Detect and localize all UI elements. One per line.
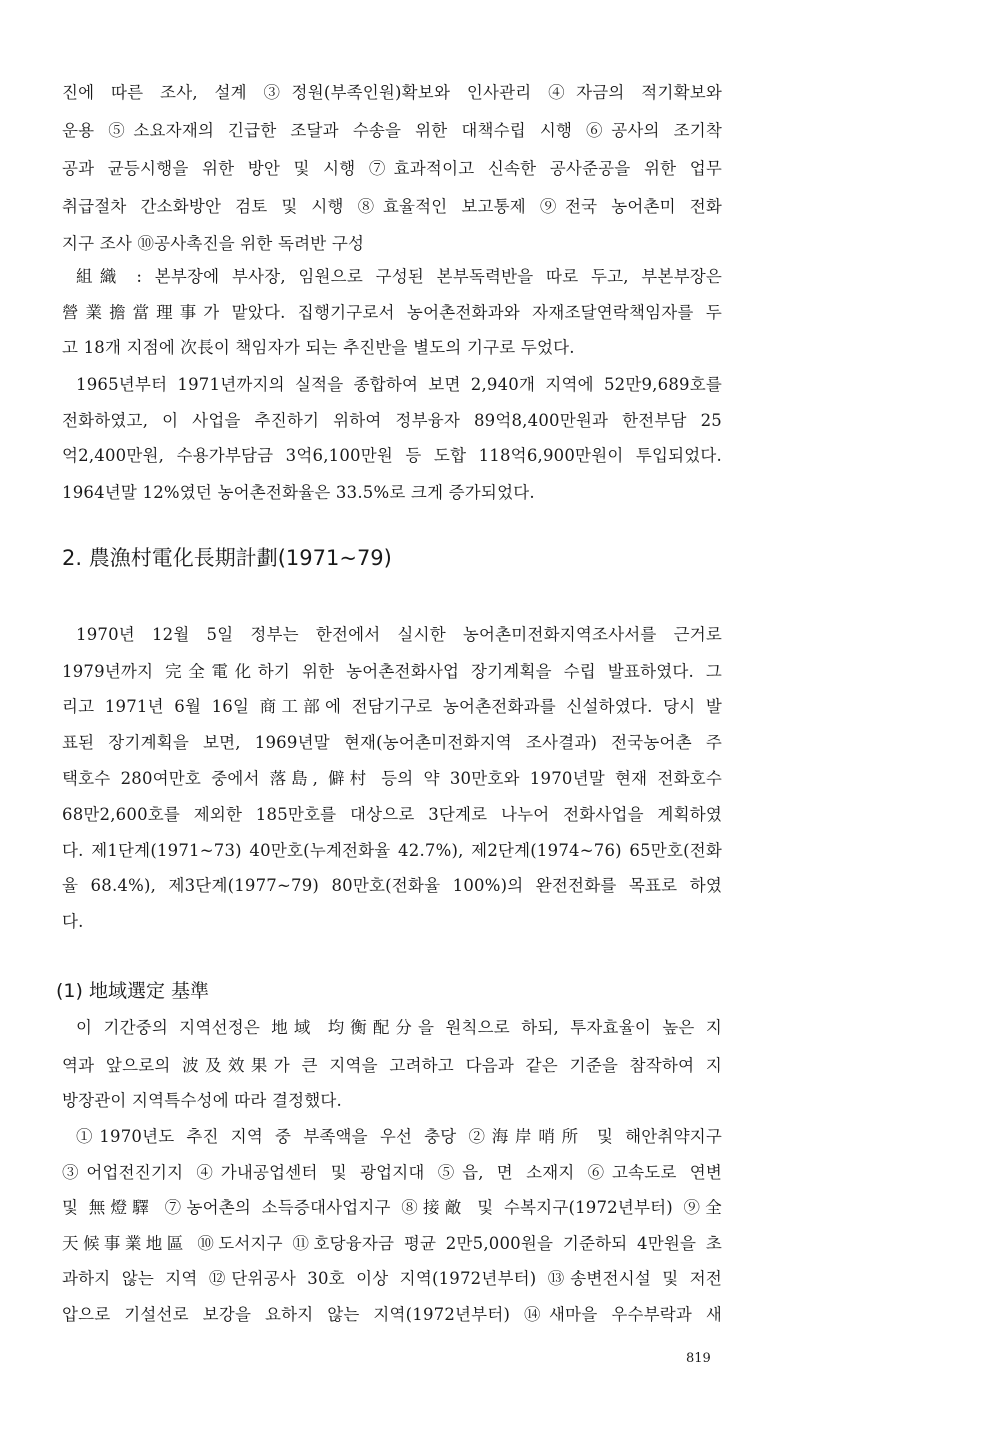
text-line: 취급절차 간소화방안 검토 및 시행 ⑧효율적인 보고통제 ⑨전국 농어촌미 전화 <box>62 197 722 216</box>
text-line: 및 無燈驛 ⑦농어촌의 소득증대사업지구 ⑧接敵 및 수복지구(1972년부터) ⑨全 <box>62 1198 722 1217</box>
text-line: 68만2,600호를 제외한 185만호를 대상으로 3단계로 나누어 전화사업을 계획하였 <box>62 805 722 824</box>
text-line: 진에 따른 조사, 설계 ③정원(부족인원)확보와 인사관리 ④자금의 적기확보와 <box>62 83 722 102</box>
text-line: ③어업전진기지 ④가내공업센터 및 광업지대 ⑤읍, 면 소재지 ⑥고속도로 연변 <box>62 1163 722 1182</box>
text-line: 고 18개 지점에 次長이 책임자가 되는 추진반을 별도의 기구로 두었다. <box>62 338 575 357</box>
text-line: 組織 : 본부장에 부사장, 임원으로 구성된 본부독력반을 따로 두고, 부본부장은 <box>76 267 722 286</box>
text-line: 역과 앞으로의 波及效果가 큰 지역을 고려하고 다음과 같은 기준을 참작하여 지 <box>62 1056 722 1075</box>
text-line: 다. 제1단계(1971~73) 40만호(누계전화율 42.7%), 제2단계(1974~76) 65만호(전화 <box>62 841 722 860</box>
text-line: 과하지 않는 지역 ⑫단위공사 30호 이상 지역(1972년부터) ⑬송변전시설 및 저전 <box>62 1269 722 1288</box>
text-line: 1979년까지 完全電化하기 위한 농어촌전화사업 장기계획을 수립 발표하였다. 그 <box>62 662 722 681</box>
text-line: 택호수 280여만호 중에서 落島, 僻村 등의 약 30만호와 1970년말 현재 전화호수 <box>62 769 722 788</box>
text-line: 營業擔當理事가 맡았다. 집행기구로서 농어촌전화과와 자재조달연락책임자를 두 <box>62 303 722 322</box>
text-line: 압으로 기설선로 보강을 요하지 않는 지역(1972년부터) ⑭새마을 우수부락과 새 <box>62 1305 722 1324</box>
text-line: 율 68.4%), 제3단계(1977~79) 80만호(전화율 100%)의 완전전화를 목표로 하였 <box>62 876 722 895</box>
text-line: 표된 장기계획을 보면, 1969년말 현재(농어촌미전화지역 조사결과) 전국농어촌 주 <box>62 733 722 752</box>
text-line: 天候事業地區 ⑩도서지구 ⑪호당융자금 평균 2만5,000원을 기준하되 4만원을 초 <box>62 1234 722 1253</box>
text-line: 다. <box>62 912 84 931</box>
text-line: 지구 조사 ⑩공사촉진을 위한 독려반 구성 <box>62 234 365 253</box>
text-line: 1964년말 12%였던 농어촌전화율은 33.5%로 크게 증가되었다. <box>62 483 535 502</box>
text-line: 전화하였고, 이 사업을 추진하기 위하여 정부융자 89억8,400만원과 한전부담 25 <box>62 411 722 430</box>
section-heading: 2. 農漁村電化長期計劃(1971~79) <box>62 546 392 570</box>
text-line: 방장관이 지역특수성에 따라 결정했다. <box>62 1091 343 1110</box>
text-line: 이 기간중의 지역선정은 地域 均衡配分을 원칙으로 하되, 투자효율이 높은 지 <box>76 1018 722 1037</box>
subsection-heading: (1) 地域選定 基準 <box>56 980 209 1002</box>
text-line: ①1970년도 추진 지역 중 부족액을 우선 충당 ②海岸哨所 및 해안취약지구 <box>76 1127 722 1146</box>
text-line: 공과 균등시행을 위한 방안 및 시행 ⑦효과적이고 신속한 공사준공을 위한 업무 <box>62 159 722 178</box>
text-line: 1970년 12월 5일 정부는 한전에서 실시한 농어촌미전화지역조사서를 근거로 <box>76 625 722 644</box>
text-line: 1965년부터 1971년까지의 실적을 종합하여 보면 2,940개 지역에 52만9,689호를 <box>76 375 722 394</box>
text-line: 리고 1971년 6월 16일 商工部에 전담기구로 농어촌전화과를 신설하였다. 당시 발 <box>62 697 722 716</box>
text-line: 억2,400만원, 수용가부담금 3억6,100만원 등 도합 118억6,900만원이 투입되었다. <box>62 446 722 465</box>
text-line: 운용 ⑤소요자재의 긴급한 조달과 수송을 위한 대책수립 시행 ⑥공사의 조기착 <box>62 121 722 140</box>
page-number: 819 <box>686 1351 711 1366</box>
